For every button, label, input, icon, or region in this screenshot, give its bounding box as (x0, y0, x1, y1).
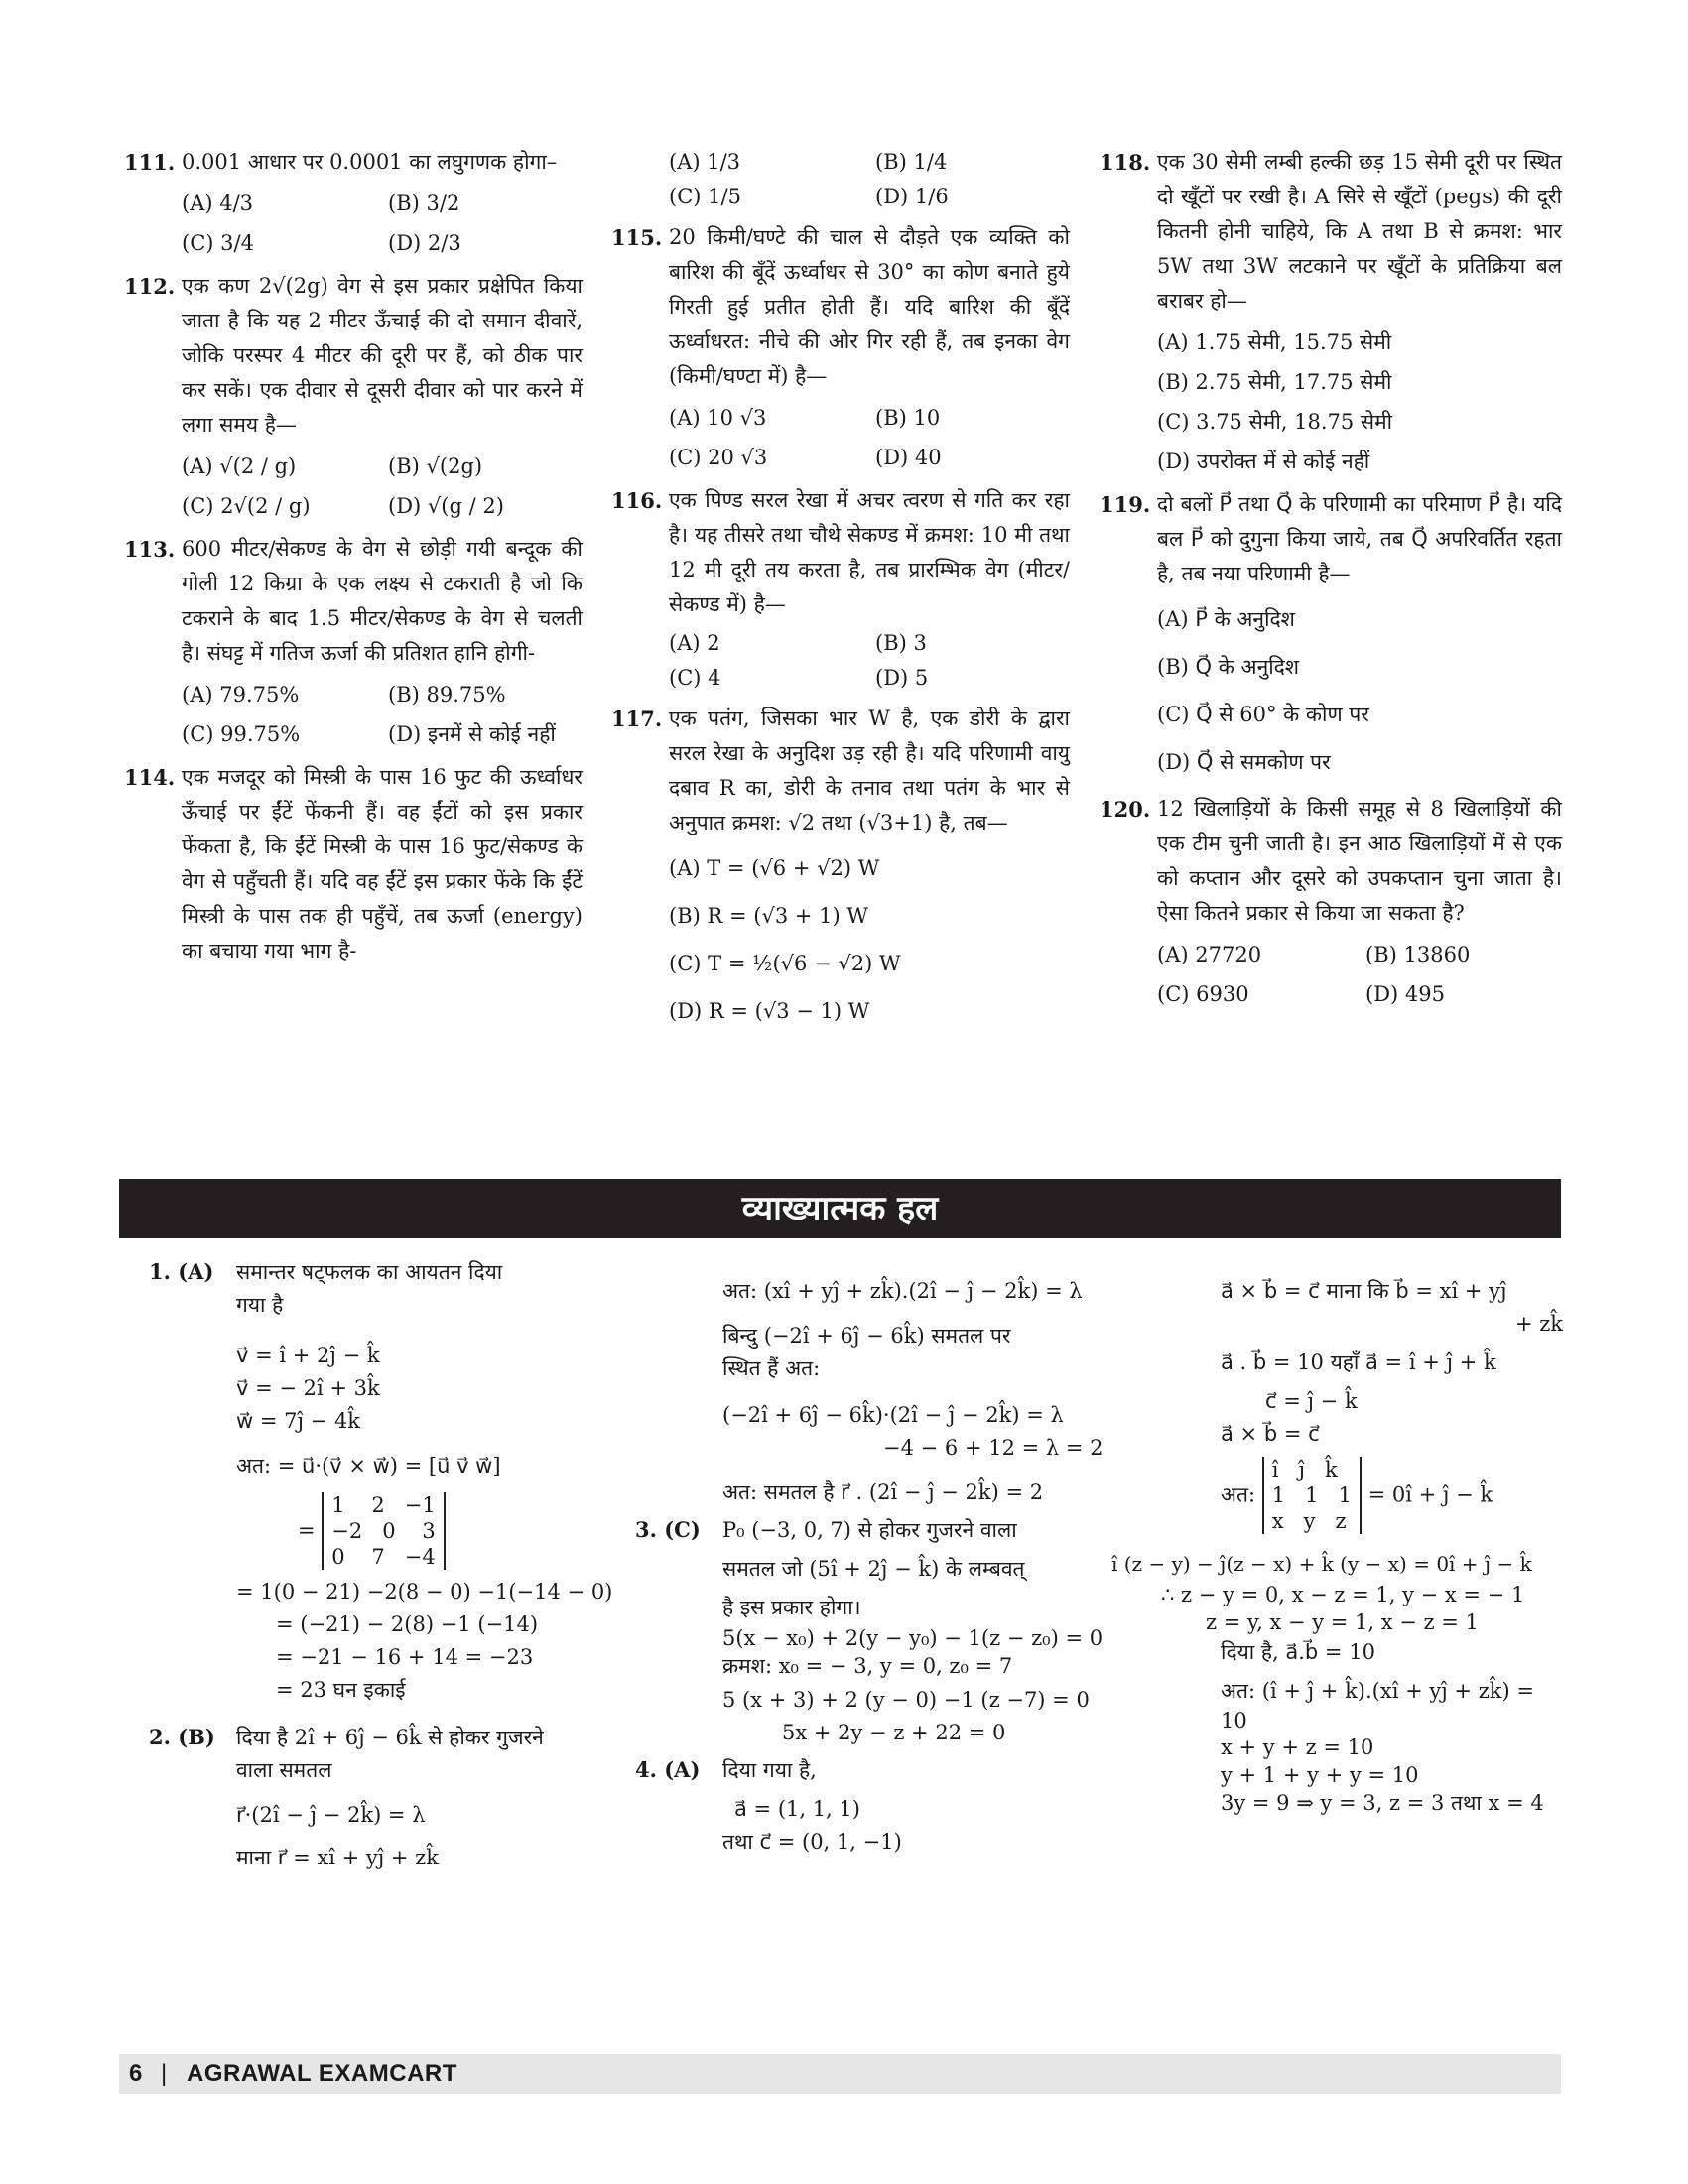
option-c: (C) 6930 (1157, 982, 1249, 1006)
page-footer (119, 2054, 1561, 2094)
solution-line: अत: = u⃗·(v⃗ × w⃗) = [u⃗ v⃗ w⃗] (236, 1454, 501, 1477)
option-d: (D) 5 (875, 666, 929, 690)
question-number: 116. (611, 488, 663, 513)
solution-line: x + y + z = 10 (1221, 1735, 1374, 1759)
determinant-block: = 1 2 −1 −2 0 3 0 7 −4 (149, 1492, 585, 1570)
options (669, 626, 1070, 696)
option-a: (A) 27720 (1157, 943, 1262, 966)
question-text: 12 खिलाड़ियों के किसी समूह से 8 खिलाड़ियों की एक टीम चुनी जाती है। इन आठ खिलाड़ियों में से एक को कप्तान और दूसरे को उपकप्तान चुना जाता है। ऐसा कितने प्रकार से किया जा सकता है? (1157, 797, 1562, 925)
solution-line: a⃗ . b⃗ = 10 यहाँ a⃗ = î + ĵ + k̂ (1221, 1350, 1496, 1374)
option-b: (B) 10 (875, 406, 941, 430)
solution-line: y + 1 + y + y = 10 (1221, 1763, 1419, 1787)
solution-line: तथा c⃗ = (0, 1, −1) (722, 1830, 902, 1854)
solution-line: बिन्दु (−2î + 6ĵ − 6k̂) समतल पर (722, 1324, 1011, 1348)
option-d: (D) Q⃗ से समकोण पर (1157, 750, 1331, 774)
solution-line: = −21 − 16 + 14 = −23 (276, 1645, 534, 1669)
question-113 (124, 532, 583, 754)
determinant: î ĵ k̂ 1 1 1 x y z (1262, 1457, 1362, 1534)
option-a: (A) P⃗ के अनुदिश (1157, 607, 1295, 631)
solution-line: = 1(0 − 21) −2(8 − 0) −1(−14 − 0) (236, 1580, 613, 1604)
option-b: (B) 1/4 (875, 150, 948, 174)
option-b: (B) 3 (875, 631, 927, 655)
question-116 (611, 483, 1070, 696)
question-119 (1100, 487, 1562, 786)
solution-line: z = y, x − y = 1, x − z = 1 (1206, 1610, 1479, 1634)
question-column-1 (124, 145, 583, 974)
solution-line: 10 (1221, 1709, 1247, 1733)
solution-line: = (−21) − 2(8) −1 (−14) (276, 1612, 539, 1636)
option-a: (A) 10 √3 (669, 406, 767, 430)
option-a: (A) √(2 / g) (182, 454, 297, 478)
option-b: (B) 3/2 (388, 192, 460, 215)
question-120 (1100, 792, 1562, 1014)
options (1157, 322, 1562, 481)
question-111 (124, 145, 583, 263)
solution-line: 3y = 9 ⇒ y = 3, z = 3 तथा x = 4 (1221, 1791, 1544, 1815)
option-d: (D) √(g / 2) (388, 494, 504, 518)
question-text: एक मजदूर को मिस्त्री के पास 16 फुट की ऊर्ध्वाधर ऊँचाई पर ईंटें फेंकनी हैं। वह ईंटों को इस प्रकार फेंकता है, कि ईंटें मिस्त्री के पास 16 फुट/सेकण्ड के वेग से पहुँचती हैं। यदि वह ईंटें इस प्रकार फेंके कि ईंटें मिस्त्री के पास तक ही पहुँचें, तब ऊर्जा (energy) का बचाया गया भाग है- (182, 765, 583, 963)
solutions-column-1 (149, 1255, 613, 1874)
solution-line: c⃗ = ĵ − k̂ (1265, 1389, 1358, 1413)
question-number: 115. (611, 225, 663, 250)
solution-2-line: 2. (B) दिया है 2î + 6ĵ − 6k̂ से होकर गुजरने (149, 1721, 585, 1754)
options (669, 145, 1070, 214)
question-text: 20 किमी/घण्टे की चाल से दौड़ते एक व्यक्ति को बारिश की बूँदें ऊर्ध्वाधर से 30° का कोण बनाते हुये गिरती हुई प्रतीत होती हैं। यदि बारिश की बूँदें ऊर्ध्वाधरत: नीचे की ओर गिर रही हैं, तब इनका वेग (किमी/घण्टा में) है— (669, 225, 1070, 388)
options (182, 184, 583, 263)
solution-line: 5 (x + 3) + 2 (y − 0) −1 (z −7) = 0 (722, 1688, 1090, 1712)
solution-line: (−2î + 6ĵ − 6k̂)·(2î − ĵ − 2k̂) = λ (722, 1403, 1064, 1427)
options (182, 675, 583, 754)
determinant: 1 2 −1 −2 0 3 0 7 −4 (322, 1492, 445, 1570)
solution-line: ∴ z − y = 0, x − z = 1, y − x = − 1 (1161, 1583, 1525, 1606)
question-118 (1100, 145, 1562, 481)
option-b: (B) √(2g) (388, 454, 483, 478)
option-d: (D) 1/6 (875, 185, 949, 208)
question-114 (124, 760, 583, 968)
solution-line: a⃗ × b⃗ = c⃗ (1221, 1422, 1320, 1446)
solution-line: वाला समतल (236, 1758, 332, 1782)
solution-line: अत: (xî + yĵ + zk̂).(2î − ĵ − 2k̂) = λ (722, 1279, 1083, 1303)
option-d: (D) R = (√3 − 1) W (669, 999, 870, 1023)
solution-line: a⃗ = (1, 1, 1) (734, 1797, 860, 1821)
solution-4-line: 4. (A) दिया गया है, (635, 1753, 1082, 1787)
solution-line: समतल जो (5î + 2ĵ − k̂) के लम्बवत् (722, 1557, 1025, 1581)
option-c: (C) 1/5 (669, 185, 741, 208)
solution-line: r⃗·(2î − ĵ − 2k̂) = λ (236, 1803, 426, 1827)
question-number: 118. (1100, 150, 1151, 175)
options (1157, 595, 1562, 786)
option-c: (C) 20 √3 (669, 446, 768, 469)
question-text: एक पतंग, जिसका भार W है, एक डोरी के द्वारा सरल रेखा के अनुदिश उड़ रही है। यदि परिणामी वायु दबाव R का, डोरी के तनाव तथा पतंग के भार से अनुपात क्रमश: √2 तथा (√3+1) है, तब— (669, 707, 1070, 835)
question-text: एक कण 2√(2g) वेग से इस प्रकार प्रक्षेपित किया जाता है कि यह 2 मीटर ऊँचाई की दो समान दीवारें, जोकि परस्पर 4 मीटर की दूरी पर हैं, को ठीक पार कर सकें। एक दीवार से दूसरी दीवार को पार करने में लगा समय है— (182, 274, 583, 437)
option-b: (B) 89.75% (388, 683, 506, 707)
option-c: (C) T = ½(√6 − √2) W (669, 952, 901, 975)
solutions-column-2 (635, 1275, 1104, 1859)
question-114-options (611, 145, 1070, 214)
option-b: (B) R = (√3 + 1) W (669, 904, 868, 928)
question-number: 117. (611, 707, 663, 731)
page-number: 6 (129, 2060, 143, 2087)
question-number: 112. (124, 274, 176, 299)
option-d: (D) 2/3 (388, 231, 461, 255)
option-b: (B) Q⃗ के अनुदिश (1157, 655, 1300, 679)
solution-line: 5(x − x₀) + 2(y − y₀) − 1(z − z₀) = 0 (722, 1626, 1104, 1650)
options (669, 844, 1070, 1035)
solution-line: गया है (236, 1293, 284, 1317)
solution-line: है इस प्रकार होगा। (722, 1596, 861, 1619)
solution-line: −4 − 6 + 12 = λ = 2 (883, 1436, 1104, 1460)
solution-number: 3. (C) (635, 1517, 701, 1542)
solution-line: v⃗ = − 2î + 3k̂ (236, 1376, 380, 1400)
question-number: 113. (124, 537, 176, 562)
solutions-banner: व्याख्यात्मक हल (119, 1179, 1561, 1238)
solution-number: 4. (A) (635, 1757, 701, 1782)
option-d: (D) 40 (875, 446, 942, 469)
question-text: एक पिण्ड सरल रेखा में अचर त्वरण से गति कर रहा है। यह तीसरे तथा चौथे सेकण्ड में क्रमश: 10 मी तथा 12 मी दूरी तय करता है, तब प्रारम्भिक वेग (मीटर/सेकण्ड में) है— (669, 488, 1070, 616)
option-c: (C) 2√(2 / g) (182, 494, 311, 518)
footer-separator: | (161, 2060, 168, 2087)
question-number: 114. (124, 765, 176, 790)
solution-number: 2. (B) (149, 1725, 215, 1749)
solution-line: v⃗ = î + 2ĵ − k̂ (236, 1344, 380, 1367)
solution-line: अत: (î + ĵ + k̂).(xî + yĵ + zk̂) = (1221, 1679, 1534, 1703)
solution-line: दिया है, a⃗.b⃗ = 10 (1221, 1640, 1375, 1664)
solution-number: 1. (A) (149, 1259, 214, 1284)
option-d: (D) इनमें से कोई नहीं (388, 722, 556, 746)
option-a: (A) 4/3 (182, 192, 254, 215)
option-d: (D) 495 (1365, 982, 1446, 1006)
option-a: (A) 79.75% (182, 683, 300, 707)
question-117 (611, 702, 1070, 1035)
solution-line: स्थित हैं अत: (722, 1356, 821, 1380)
question-text: एक 30 सेमी लम्बी हल्की छड़ 15 सेमी दूरी पर स्थित दो खूँटों पर रखी है। A सिरे से खूँटों (pegs) की दूरी कितनी होनी चाहिये, कि A तथा B से क्रमश: भार 5W तथा 3W लटकाने पर खूँटों के प्रतिक्रिया बल बराबर हो— (1157, 150, 1562, 313)
solution-line: 5x + 2y − z + 22 = 0 (782, 1721, 1006, 1744)
solution-3-line: 3. (C) P₀ (−3, 0, 7) से होकर गुजरने वाला (635, 1513, 1082, 1547)
question-text: 0.001 आधार पर 0.0001 का लघुगणक होगा– (182, 150, 558, 174)
options (182, 447, 583, 526)
solution-1-line: 1. (A) समान्तर षट्फलक का आयतन दिया (149, 1255, 585, 1289)
option-c: (C) 3.75 सेमी, 18.75 सेमी (1157, 410, 1393, 434)
option-c: (C) 99.75% (182, 722, 301, 746)
question-number: 119. (1100, 492, 1151, 517)
solution-line: a⃗ × b⃗ = c⃗ माना कि b⃗ = xî + yĵ (1221, 1279, 1507, 1303)
option-a: (A) 2 (669, 631, 720, 655)
solution-line: + zk̂ (1514, 1312, 1563, 1336)
option-c: (C) 4 (669, 666, 721, 690)
options (1157, 935, 1562, 1014)
brand-name: AGRAWAL EXAMCART (187, 2060, 457, 2087)
option-d: (D) उपरोक्त में से कोई नहीं (1157, 450, 1370, 473)
question-text: दो बलों P⃗ तथा Q⃗ के परिणामी का परिमाण P⃗ है। यदि बल P⃗ को दुगुना किया जाये, तब Q⃗ अपरिवर्तित रहता है, तब नया परिणामी है— (1157, 492, 1562, 585)
solution-line: क्रमश: x₀ = − 3, y = 0, z₀ = 7 (722, 1654, 1013, 1678)
question-text: 600 मीटर/सेकण्ड के वेग से छोड़ी गयी बन्दूक की गोली 12 किग्रा के एक लक्ष्य से टकराती है जो कि टकराने के बाद 1.5 मीटर/सेकण्ड के वेग से चलती है। संघट्ट में गतिज ऊर्जा की प्रतिशत हानि होगी- (182, 537, 583, 665)
options (669, 398, 1070, 477)
option-c: (C) 3/4 (182, 231, 254, 255)
solution-line: अत: समतल है r⃗ . (2î − ĵ − 2k̂) = 2 (722, 1480, 1044, 1504)
question-112 (124, 269, 583, 526)
solution-line: w⃗ = 7ĵ − 4k̂ (236, 1409, 361, 1433)
option-b: (B) 13860 (1365, 943, 1471, 966)
solutions-column-3 (1111, 1275, 1563, 1817)
solution-line: î (z − y) − ĵ(z − x) + k̂ (y − x) = 0î + ĵ − k̂ (1111, 1552, 1532, 1576)
solution-line: माना r⃗ = xî + yĵ + zk̂ (236, 1846, 439, 1869)
determinant-block: अत: î ĵ k̂ 1 1 1 x y z = 0î + ĵ − k̂ (1221, 1458, 1493, 1533)
option-a: (A) 1.75 सेमी, 15.75 सेमी (1157, 330, 1392, 354)
question-column-2 (611, 145, 1070, 1041)
option-c: (C) Q⃗ से 60° के कोण पर (1157, 703, 1369, 726)
solution-line: = 23 घन इकाई (276, 1678, 406, 1702)
option-a: (A) 1/3 (669, 150, 741, 174)
question-number: 111. (124, 150, 176, 175)
option-b: (B) 2.75 सेमी, 17.75 सेमी (1157, 370, 1392, 394)
question-number: 120. (1100, 797, 1151, 822)
question-115 (611, 220, 1070, 477)
question-column-3 (1100, 145, 1562, 1020)
option-a: (A) T = (√6 + √2) W (669, 856, 880, 880)
